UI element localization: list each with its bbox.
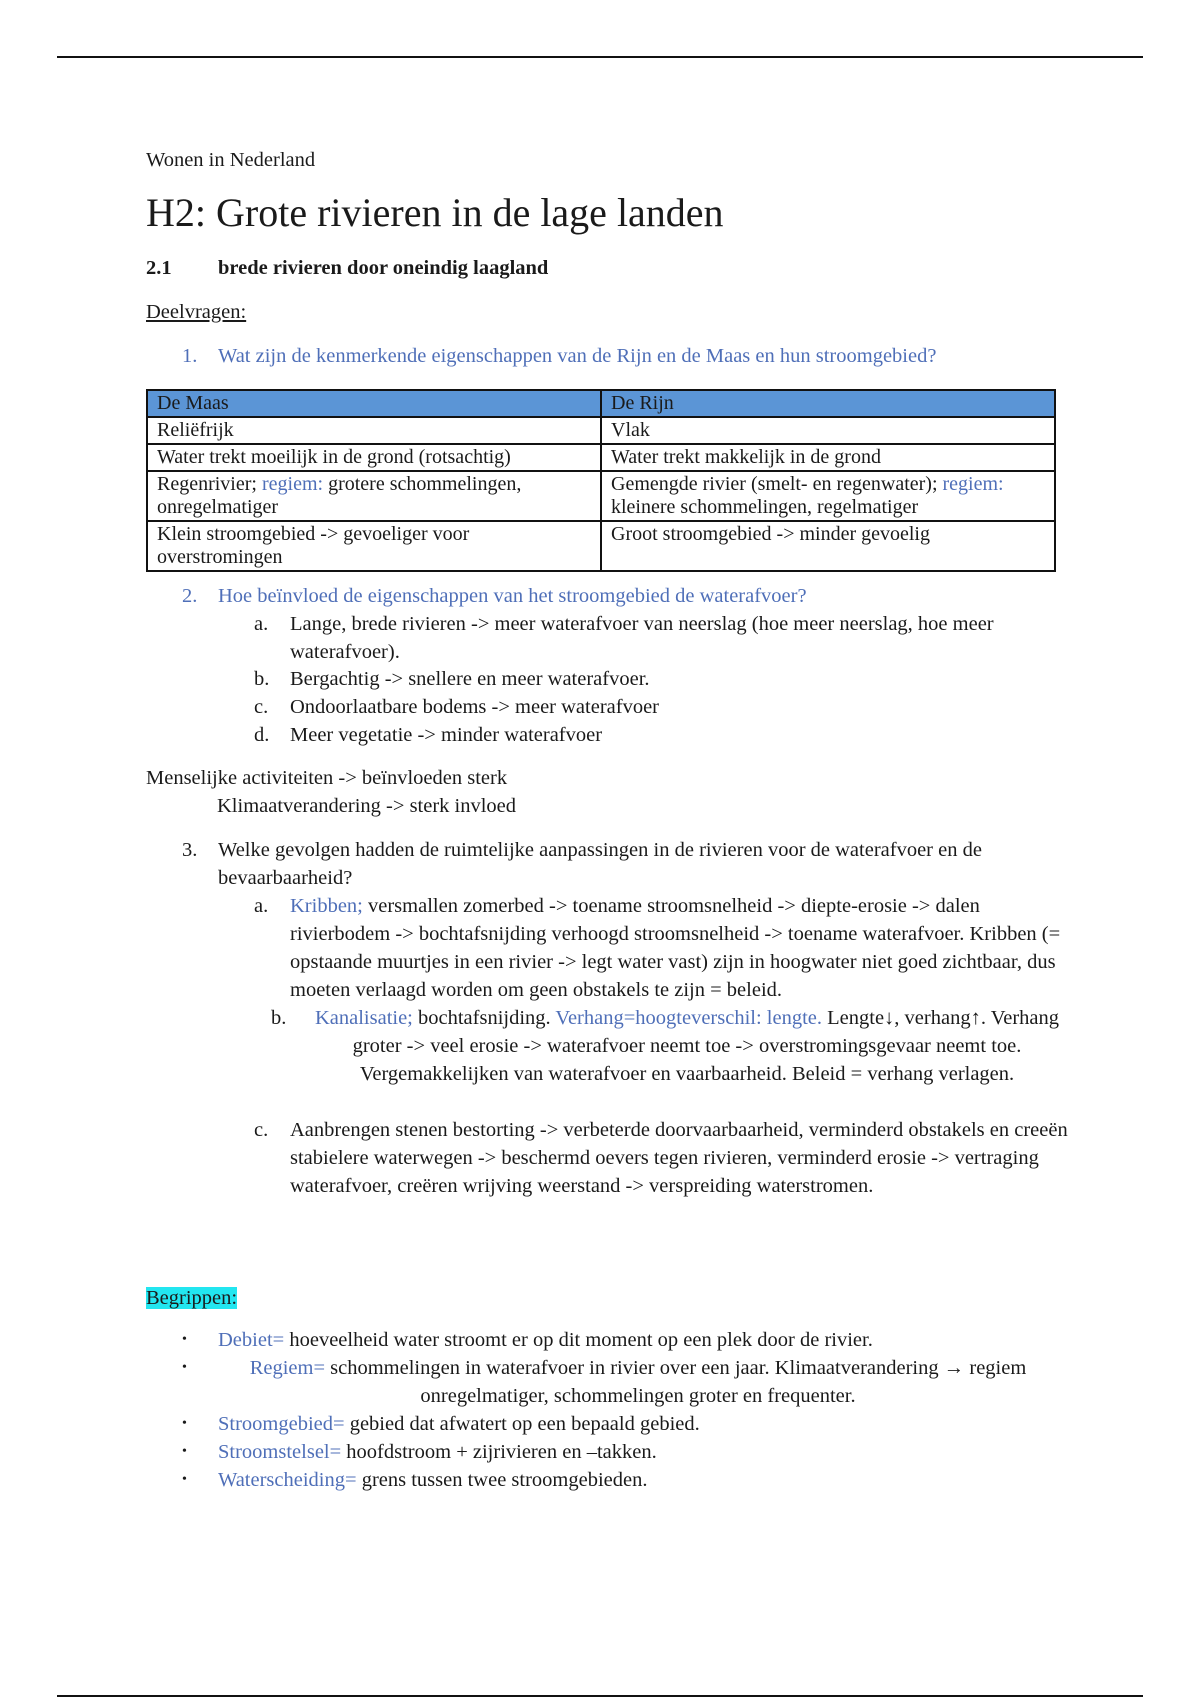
section-number: 2.1 bbox=[146, 257, 172, 279]
term-definition: hoeveelheid water stroomt er op dit moment op een plek door de rivier. bbox=[284, 1329, 873, 1351]
table-row bbox=[147, 417, 1055, 444]
term-definition: grens tussen twee stroomgebieden. bbox=[356, 1469, 648, 1491]
table-row bbox=[147, 521, 1055, 571]
list-item bbox=[182, 1326, 873, 1354]
question-text: Welke gevolgen hadden de ruimtelijke aanpassingen in de rivieren voor de waterafvoer en de bevaarbaarheid? bbox=[218, 839, 982, 889]
question-2 bbox=[182, 582, 807, 610]
term-name: Regiem= bbox=[249, 1357, 326, 1379]
cell-text: Gemengde rivier (smelt- en regenwater); bbox=[611, 473, 943, 495]
bullet-icon: • bbox=[182, 1332, 187, 1347]
term-verhang: Verhang=hoogteverschil: lengte. bbox=[555, 1007, 823, 1029]
term-definition: schommelingen in waterafvoer in rivier over een jaar. Klimaatverandering → regiem onregelmatiger, schommelingen groter en frequenter. bbox=[325, 1357, 1027, 1407]
list-item bbox=[271, 1004, 1067, 1088]
list-item-text: Meer vegetatie -> minder waterafvoer bbox=[290, 724, 603, 746]
list-letter: a. bbox=[254, 613, 269, 635]
list-item-text: Lengte↓, verhang↑. Verhang groter -> veel erosie -> waterafvoer neemt toe -> overstromingsgevaar neemt toe. Vergemakkelijken van waterafvoer en vaarbaarheid. Beleid = verhang verlagen. bbox=[352, 1007, 1060, 1085]
term-definition: hoofdstroom + zijrivieren en –takken. bbox=[341, 1441, 657, 1463]
table-cell: Vlak bbox=[601, 417, 1055, 444]
table-header-row bbox=[147, 390, 1055, 417]
bullet-icon: • bbox=[182, 1472, 187, 1487]
climate-line: Klimaatverandering -> sterk invloed bbox=[217, 795, 517, 817]
table-cell: Water trekt makkelijk in de grond bbox=[601, 444, 1055, 471]
footer-rule bbox=[57, 1695, 1143, 1697]
table-cell: Water trekt moeilijk in de grond (rotsachtig) bbox=[147, 444, 601, 471]
deelvragen-label: Deelvragen: bbox=[146, 301, 247, 323]
list-item bbox=[254, 693, 659, 721]
term-kribben: Kribben; bbox=[290, 895, 363, 917]
bullet-icon: • bbox=[182, 1360, 187, 1375]
list-item-text: Bergachtig -> snellere en meer waterafvoer. bbox=[290, 668, 650, 690]
list-letter: a. bbox=[254, 895, 269, 917]
page-title: H2: Grote rivieren in de lage landen bbox=[146, 190, 724, 235]
list-item-text: versmallen zomerbed -> toename stroomsnelheid -> diepte-erosie -> dalen rivierbodem -> bochtafsnijding verhoogd stroomsnelheid -> toename waterafvoer. Kribben (= opstaande muurtjes in een rivier -> legt water vast) zijn in hoogwater niet goed zichtbaar, dus moeten verlaagd worden om geen obstakels te zijn = beleid. bbox=[290, 895, 1061, 1001]
list-letter: c. bbox=[254, 696, 269, 718]
list-item bbox=[254, 610, 1070, 666]
question-3 bbox=[182, 836, 1062, 892]
question-text: Wat zijn de kenmerkende eigenschappen van de Rijn en de Maas en hun stroomgebied? bbox=[218, 345, 937, 367]
cell-text: grotere schommelingen, onregelmatiger bbox=[157, 473, 522, 518]
question-1 bbox=[182, 342, 936, 370]
table-cell bbox=[147, 471, 601, 521]
begrippen-label: Begrippen: bbox=[146, 1287, 238, 1309]
column-header-rijn: De Rijn bbox=[601, 390, 1055, 417]
list-item bbox=[254, 1116, 1070, 1200]
cell-text: kleinere schommelingen, regelmatiger bbox=[611, 496, 919, 518]
list-item bbox=[182, 1466, 648, 1494]
term-name: Stroomgebied= bbox=[218, 1413, 345, 1435]
begrippen-heading bbox=[146, 1284, 237, 1312]
list-item-text: Aanbrengen stenen bestorting -> verbeterde doorvaarbaarheid, verminderd obstakels en creeën stabielere waterwegen -> beschermd oevers tegen rivieren, verminderd erosie -> vertraging waterafvoer, creëren wrijving weerstand -> verspreiding waterstromen. bbox=[290, 1119, 1068, 1197]
list-item-text: Ondoorlaatbare bodems -> meer waterafvoer bbox=[290, 696, 659, 718]
question-number: 1. bbox=[182, 345, 198, 367]
human-activities-line: Menselijke activiteiten -> beïnvloeden sterk bbox=[146, 767, 508, 789]
table-cell: Klein stroomgebied -> gevoeliger voor overstromingen bbox=[147, 521, 601, 571]
table-row bbox=[147, 444, 1055, 471]
bullet-icon: • bbox=[182, 1416, 187, 1431]
list-item bbox=[182, 1410, 700, 1438]
list-item bbox=[254, 721, 603, 749]
list-letter: c. bbox=[254, 1119, 269, 1141]
table-cell bbox=[601, 471, 1055, 521]
term-regiem: regiem: bbox=[942, 473, 1004, 495]
term-definition: gebied dat afwatert op een bepaald gebied. bbox=[344, 1413, 700, 1435]
list-item bbox=[254, 892, 1070, 1004]
header-rule bbox=[57, 56, 1143, 58]
table-cell: Reliëfrijk bbox=[147, 417, 601, 444]
term-name: Stroomstelsel= bbox=[218, 1441, 342, 1463]
cell-text: Regenrivier; bbox=[157, 473, 262, 495]
list-letter: d. bbox=[254, 724, 270, 746]
table-cell: Groot stroomgebied -> minder gevoelig bbox=[601, 521, 1055, 571]
subject-label: Wonen in Nederland bbox=[146, 149, 316, 171]
column-header-maas: De Maas bbox=[147, 390, 601, 417]
term-name: Waterscheiding= bbox=[218, 1469, 357, 1491]
table-row bbox=[147, 471, 1055, 521]
list-item bbox=[254, 665, 650, 693]
list-letter: b. bbox=[254, 668, 270, 690]
question-number: 2. bbox=[182, 585, 198, 607]
list-item-text: bochtafsnijding. bbox=[412, 1007, 556, 1029]
term-kanalisatie: Kanalisatie; bbox=[314, 1007, 413, 1029]
comparison-table bbox=[146, 389, 1056, 572]
section-title: brede rivieren door oneindig laagland bbox=[218, 257, 549, 279]
bullet-icon: • bbox=[182, 1444, 187, 1459]
list-letter: b. bbox=[271, 1007, 287, 1029]
list-item-text: Lange, brede rivieren -> meer waterafvoer van neerslag (hoe meer neerslag, hoe meer waterafvoer). bbox=[290, 613, 994, 663]
term-regiem: regiem: bbox=[261, 473, 324, 495]
question-number: 3. bbox=[182, 839, 198, 861]
question-text: Hoe beïnvloed de eigenschappen van het stroomgebied de waterafvoer? bbox=[218, 585, 807, 607]
section-heading bbox=[146, 254, 548, 282]
list-item bbox=[182, 1438, 657, 1466]
term-name: Debiet= bbox=[218, 1329, 285, 1351]
list-item bbox=[182, 1354, 1058, 1410]
